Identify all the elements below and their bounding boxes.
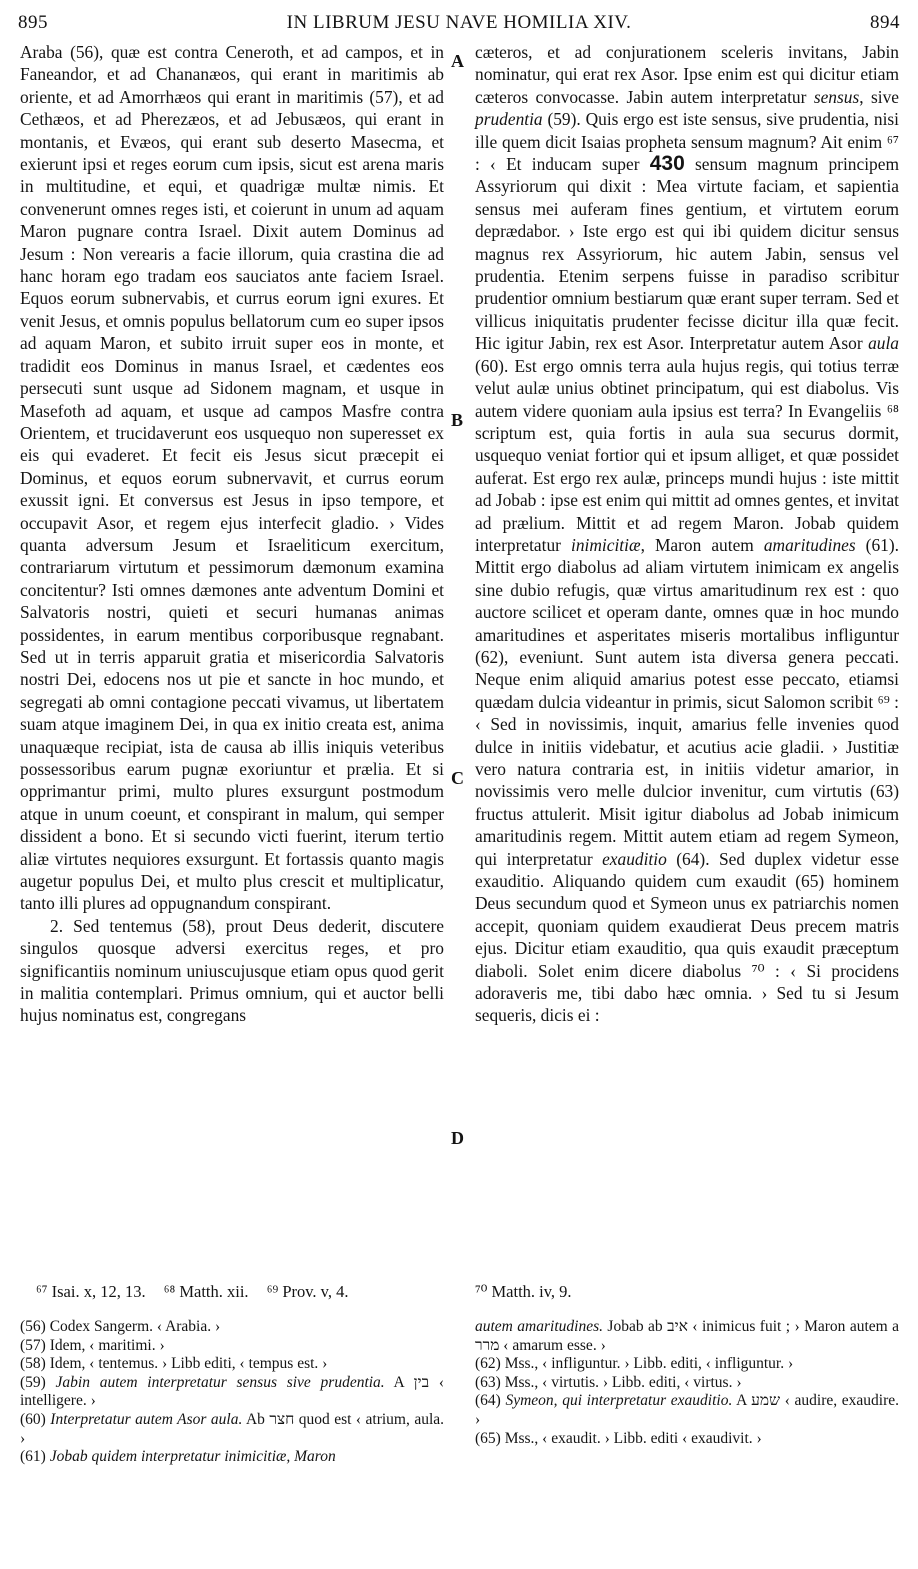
page-number-left: 895 [18, 12, 48, 33]
section-marker-b: B [451, 410, 464, 430]
footnote: (65) Mss., ‹ exaudit. › Libb. editi ‹ exaudivit. › [475, 1429, 762, 1447]
scripture-reference: ⁶⁸ Matth. xii. [163, 1282, 249, 1301]
italic-term: prudentia [475, 109, 543, 130]
body-paragraph [475, 41, 899, 1027]
footnote: (58) Idem, ‹ tentemus. › Libb editi, ‹ tempus est. › [20, 1355, 328, 1373]
footnote [475, 1392, 899, 1429]
section-marker-c: C [451, 768, 464, 788]
italic-term: amaritudines [763, 534, 856, 555]
footnote: (56) Codex Sangerm. ‹ Arabia. › [20, 1318, 221, 1335]
footnote: (63) Mss., ‹ virtutis. › Libb. editi, ‹ virtus. › [475, 1373, 742, 1391]
footnote-number: (64) [475, 1392, 506, 1410]
footnote-italic: Jobab quidem interpretatur inimicitiæ, Maron [49, 1448, 336, 1466]
scripture-references-left [36, 1282, 456, 1302]
section-marker-d: D [451, 1128, 464, 1148]
italic-term: sensus [813, 86, 860, 107]
left-text-column [20, 41, 444, 1027]
footnote-text: A בין ‹ intelligere. › [20, 1373, 444, 1410]
column-number: 430 [649, 152, 685, 176]
body-paragraph: Araba (56), quæ est contra Ceneroth, et ad campos, et in Faneandor, et ad Chananæos, qui erant in maritimis ab oriente, et ad Amorrhæos qui erant in maritimis (57), et ad Cethæos, et ad Pherezæos, et ad Jebusæos, qui erant in montanis, et Evæos, qui erant sub deserto Masecma, et exierunt ipsi et reges eorum cum ipsis, sicut est arena maris in multitudine, et equi, et quadrigæ multæ nimis. Et convenerunt omnes reges isti, et coierunt in unum ad aquam Maron pugnare contra Israel. Dixit autem Dominus ad Jesum : Non verearis a facie illorum, quia crastina die ad hanc horam ego tradam eos sauciatos ante faciem Israel. Equos eorum subnervabis, et currus eorum igni exures. Et venit Jesus, et omnis populus bellatorum cum eo super ipsos ad aquam Maron, et subito irruit super eos in monte, et tradidit eos Dominus in manus Israel, et cædentes eos persecuti sunt usque ad Sidonem magnam, et usque in Masefoth ad aquam, et usque ad campos Masfre contra Orientem, et trucidaverunt eos usquequo non superesset ex eis qui evaderet. Et fecit eis Jesus sicut præcepit ei Dominus, et equos eorum subnervavit, et currus eorum exussit igni. Et conversus est Jesus in ipso tempore, et occupavit Asor, et regem ejus interfecit gladio. › Vides quanta adversum Jesum et Israeliticum exercitum, contrariarum virtutum et pessimorum dæmonum examina concitentur? Isti omnes dæmones ante adventum Domini et Salvatoris nostri, quieti et securi humanas animas possidentes, in earum mentibus corporibusque regnabant. Sed ut in terris apparuit gratia et misericordia Salvatoris nostri Dei, edocens nos ut pie et sancte in hoc mundo, et segregati ab omni contagione peccati vivamus, ut libertatem suam atque imaginem Dei, in qua ex initio creata est, anima unaquæque recipiat, ista de causa ab illis iniquis veteribus possessoribus earum pugnæ exoriuntur et prælia. Et si opprimantur primi, multo plures exsurgunt postmodum atque in unum coeunt, et conspirant in malum, qui semper dissident a bono. Et si secundo victi fuerint, iterum tertio aliæ virtutes nequiores exsurgunt. Et fortassis quanto magis augetur populus Dei, et multo plus crescit et multiplicatur, tanto illi plures ad oppugnandum conspirant. [20, 42, 444, 914]
section-marker-a: A [451, 51, 464, 71]
footnote [20, 1374, 444, 1411]
scripture-reference: ⁷⁰ Matth. iv, 9. [475, 1282, 572, 1301]
footnote-number: (59) [20, 1373, 56, 1391]
text-run: (61). Mittit ergo diabolus ad aliam virtutem inimicam ex angelis sine dubio refugis, quæ virtus amaritudinum rex est : quo auctore scilicet et operam dante, omnes quæ in hoc mundo amaritudines et asperitates miseris mortalibus infliguntur (62), eveniunt. Sunt autem ista diversa genera peccati. Neque enim aliquid amarius potest esse peccato, etiamsi quædam dulcia videantur in primis, sicut Salomon scribit ⁶⁹ : ‹ Sed in novissimis, inquit, amarius felle invenies quod dulce in initiis videbatur, et acutius acie gladii. › Justitiæ vero natura contraria est, in initiis videtur amarior, in novissimis vero melle dulcior invenitur, cum virtutis (63) fructus attulerit. Misit igitur diabolus ad Jobab inimicum amaritudinis regem. Mittit autem etiam ad regem Symeon, qui interpretatur [475, 534, 900, 869]
footnote [20, 1411, 444, 1448]
page-number-right: 894 [870, 12, 900, 33]
footnote-italic: Interpretatur autem Asor aula. [50, 1410, 243, 1428]
italic-term: inimicitiæ [570, 534, 641, 555]
text-run: , sive [859, 86, 899, 107]
footnote-italic: Symeon, qui interpretatur exauditio. [505, 1392, 733, 1410]
notes-left [20, 1318, 444, 1467]
footnote-text: A שמע ‹ audire, exaudire. › [475, 1392, 900, 1428]
footnote-number: (60) [20, 1410, 51, 1428]
text-run: cæteros, et ad conjurationem sceleris invitans, Jabin nominatur, qui erat rex Asor. Ipse enim est qui dicitur etiam cæteros convocasse. Jabin autem interpretatur [475, 42, 899, 107]
text-run: (59). Quis ergo est iste sensus, sive prudentia, nisi ille quem dicit Isaias propheta sensum magnum? Ait enim ⁶⁷ : ‹ Et inducam super [475, 109, 899, 175]
footnote: (62) Mss., ‹ infliguntur. › Libb. editi, ‹ infliguntur. › [475, 1355, 794, 1373]
scripture-reference: ⁶⁷ Isai. x, 12, 13. [36, 1282, 146, 1301]
text-run: (60). Est ergo omnis terra aula hujus regis, qui totius terræ velut aulæ unius obtinet principatum, qui est diabolus. Vis autem videre quoniam aula ipsius est terra? In Evangeliis ⁶⁸ scriptum est, quia fortis in aula sua securus dormit, usquequo veniat fortior qui et ipsum alliget, et quæ possidet auferat. Est ergo rex aulæ, princeps mundi hujus : iste mittit ad Jobab : ipse est enim qui mittit ad omnes gentes, et invitat ad prælium. Mittit et ad regem Maron. Jobab quidem interpretatur [475, 355, 899, 555]
running-header [18, 12, 900, 38]
text-run: (64). Sed duplex videtur esse exauditio. Aliquando quidem cum exaudit (65) hominem Deus secundum quod et Symeon unus ex patriarchis nomen accepit, quoniam quidem exaudierat Deus precem matris ejus. Dicitur etiam exauditio, qua quis exaudit præceptum diaboli. Solet enim dicere diabolus ⁷⁰ : ‹ Si procidens adoraveris me, tibi dabo hæc omnia. › Sed tu si Jesum sequeris, dicis ei : [475, 848, 899, 1026]
footnote-italic: Jabin autem interpretatur sensus sive prudentia. [55, 1373, 385, 1391]
text-run: sensum magnum principem Assyriorum qui dixit : Mea virtute faciam, et sapientia sensus mei auferam fines gentium, et virtutem eorum deprædabor. › Iste ergo est qui ibi quidem dicitur sensus magnus rex Assyriorum, hic autem Jabin, sensus vel prudentia. Etenim serpens fuisse in paradiso scribitur prudentior omnium bestiarum quæ erant super terram. Sed et villicus iniquitatis prudenter fecisse dicitur illa quæ fecit. Hic igitur Jabin, rex est Asor. Interpretatur autem Asor [475, 154, 899, 354]
italic-term: exauditio [602, 848, 667, 869]
footnote-number: (61) [20, 1448, 50, 1466]
body-paragraph: 2. Sed tentemus (58), prout Deus dederit, discutere singulos quosque adversi exercitus reges, et pro significantiis nominum uniuscujusque etiam opus quod gerit in malitia contemplari. Primus omnium, qui et auctor belli hujus nominatus est, congregans [20, 915, 444, 1026]
footnote-text: Jobab ab איב ‹ inimicus fuit ; › Maron autem a מרר ‹ amarum esse. › [475, 1318, 900, 1354]
scripture-references-right [475, 1282, 895, 1302]
footnote-text: Ab חצר quod est ‹ atrium, aula. › [20, 1410, 445, 1447]
notes-right [475, 1318, 899, 1448]
running-title: IN LIBRUM JESU NAVE HOMILIA XIV. [286, 12, 632, 33]
right-text-column [475, 41, 899, 1027]
text-run: , Maron autem [640, 534, 764, 555]
footnote [475, 1318, 899, 1355]
scripture-reference: ⁶⁹ Prov. v, 4. [266, 1282, 349, 1301]
footnote: (57) Idem, ‹ maritimi. › [20, 1336, 165, 1354]
footnote-italic: autem amaritudines. [475, 1318, 603, 1335]
footnote [20, 1448, 444, 1467]
italic-term: aula [868, 333, 899, 354]
